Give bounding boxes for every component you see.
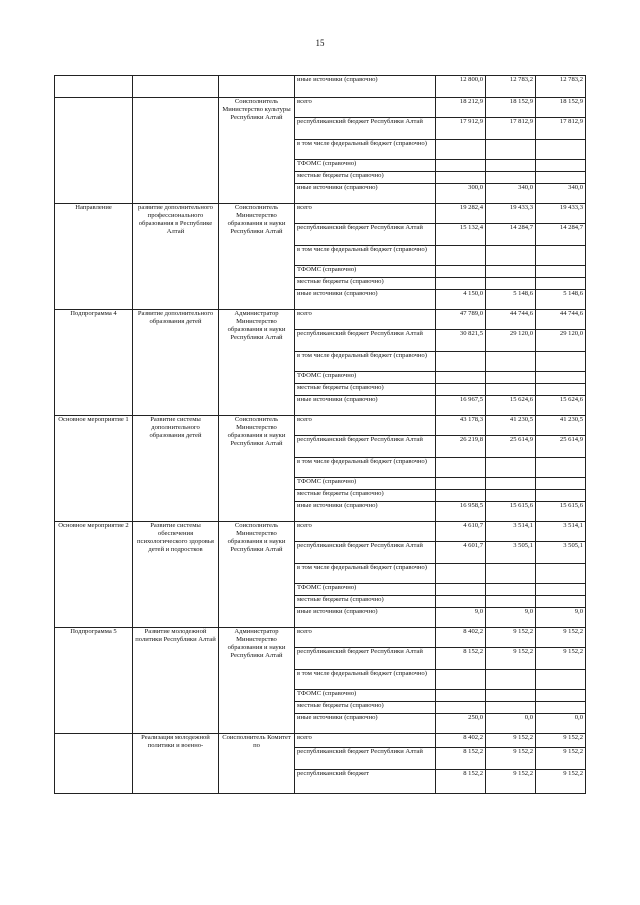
amount-cell [536, 372, 586, 384]
amount-cell: 8 152,2 [436, 770, 486, 794]
amount-cell [436, 372, 486, 384]
amount-cell [436, 278, 486, 290]
amount-cell: 3 514,1 [486, 522, 536, 542]
program-name-cell [55, 734, 133, 794]
amount-cell: 8 402,2 [436, 628, 486, 648]
amount-cell: 4 150,0 [436, 290, 486, 310]
funding-source-cell: ТФОМС (справочно) [295, 690, 436, 702]
amount-cell: 44 744,6 [536, 310, 586, 330]
amount-cell [536, 278, 586, 290]
page-number: 15 [315, 38, 325, 48]
amount-cell: 9 152,2 [486, 734, 536, 748]
amount-cell [536, 384, 586, 396]
program-name-cell [55, 98, 133, 204]
funding-source-cell: иные источники (справочно) [295, 714, 436, 734]
funding-source-cell: в том числе федеральный бюджет (справочно) [295, 458, 436, 478]
amount-cell [536, 564, 586, 584]
funding-source-cell: республиканский бюджет [295, 770, 436, 794]
amount-cell: 15 615,6 [536, 502, 586, 522]
program-title-cell: Развитие дополнительного образования детей [133, 310, 219, 416]
amount-cell: 41 230,5 [486, 416, 536, 436]
funding-source-cell: республиканский бюджет Республики Алтай [295, 542, 436, 564]
amount-cell: 29 120,0 [536, 330, 586, 352]
amount-cell [436, 596, 486, 608]
amount-cell: 15 624,6 [486, 396, 536, 416]
funding-source-cell: ТФОМС (справочно) [295, 372, 436, 384]
amount-cell: 0,0 [486, 714, 536, 734]
amount-cell [436, 584, 486, 596]
amount-cell: 12 783,2 [486, 76, 536, 98]
amount-cell: 9 152,2 [536, 628, 586, 648]
amount-cell [536, 690, 586, 702]
amount-cell: 9 152,2 [486, 628, 536, 648]
amount-cell: 16 967,5 [436, 396, 486, 416]
amount-cell [436, 246, 486, 266]
amount-cell [486, 478, 536, 490]
funding-source-cell: всего [295, 310, 436, 330]
funding-source-cell: иные источники (справочно) [295, 76, 436, 98]
amount-cell [536, 160, 586, 172]
funding-source-cell: местные бюджеты (справочно) [295, 278, 436, 290]
amount-cell [436, 670, 486, 690]
amount-cell [486, 702, 536, 714]
amount-cell: 14 284,7 [486, 224, 536, 246]
table-row [55, 98, 586, 118]
amount-cell [486, 384, 536, 396]
amount-cell [536, 246, 586, 266]
funding-source-cell: республиканский бюджет Республики Алтай [295, 648, 436, 670]
funding-source-cell: ТФОМС (справочно) [295, 584, 436, 596]
amount-cell: 41 230,5 [536, 416, 586, 436]
program-name-cell [55, 76, 133, 98]
amount-cell: 5 148,6 [536, 290, 586, 310]
funding-source-cell: в том числе федеральный бюджет (справочно) [295, 564, 436, 584]
amount-cell [436, 458, 486, 478]
amount-cell: 9 152,2 [486, 748, 536, 770]
amount-cell [486, 278, 536, 290]
funding-source-cell: всего [295, 628, 436, 648]
program-name-cell: Подпрограмма 5 [55, 628, 133, 734]
table-row [55, 310, 586, 330]
amount-cell [436, 266, 486, 278]
amount-cell [486, 372, 536, 384]
amount-cell: 12 783,2 [536, 76, 586, 98]
funding-source-cell: всего [295, 204, 436, 224]
amount-cell [436, 564, 486, 584]
amount-cell: 47 789,0 [436, 310, 486, 330]
funding-source-cell: ТФОМС (справочно) [295, 478, 436, 490]
amount-cell: 9 152,2 [536, 748, 586, 770]
amount-cell [536, 352, 586, 372]
funding-source-cell: иные источники (справочно) [295, 608, 436, 628]
amount-cell: 8 152,2 [436, 648, 486, 670]
amount-cell: 3 505,1 [536, 542, 586, 564]
funding-source-cell: в том числе федеральный бюджет (справочно) [295, 670, 436, 690]
program-title-cell: Развитие системы обеспечения психологического здоровья детей и подростков [133, 522, 219, 628]
funding-source-cell: республиканский бюджет Республики Алтай [295, 118, 436, 140]
amount-cell: 300,0 [436, 184, 486, 204]
funding-source-cell: республиканский бюджет Республики Алтай [295, 330, 436, 352]
funding-source-cell: местные бюджеты (справочно) [295, 702, 436, 714]
amount-cell [536, 172, 586, 184]
amount-cell [536, 140, 586, 160]
amount-cell [536, 266, 586, 278]
amount-cell: 17 912,9 [436, 118, 486, 140]
amount-cell: 17 812,9 [536, 118, 586, 140]
funding-source-cell: республиканский бюджет Республики Алтай [295, 436, 436, 458]
amount-cell: 12 800,0 [436, 76, 486, 98]
amount-cell: 8 402,2 [436, 734, 486, 748]
amount-cell [486, 246, 536, 266]
amount-cell: 15 624,6 [536, 396, 586, 416]
amount-cell [486, 690, 536, 702]
amount-cell: 9,0 [536, 608, 586, 628]
amount-cell [436, 160, 486, 172]
amount-cell: 5 148,6 [486, 290, 536, 310]
funding-source-cell: иные источники (справочно) [295, 184, 436, 204]
program-name-cell: Направление [55, 204, 133, 310]
funding-source-cell: всего [295, 416, 436, 436]
program-name-cell: Основное мероприятие 1 [55, 416, 133, 522]
amount-cell [486, 458, 536, 478]
executor-cell [219, 76, 295, 98]
amount-cell [536, 596, 586, 608]
amount-cell [536, 458, 586, 478]
funding-source-cell: местные бюджеты (справочно) [295, 490, 436, 502]
funding-source-cell: в том числе федеральный бюджет (справочно) [295, 352, 436, 372]
amount-cell: 19 433,3 [536, 204, 586, 224]
amount-cell [436, 478, 486, 490]
amount-cell: 18 212,9 [436, 98, 486, 118]
amount-cell [486, 172, 536, 184]
amount-cell: 340,0 [486, 184, 536, 204]
amount-cell [536, 670, 586, 690]
amount-cell [436, 140, 486, 160]
table-row [55, 416, 586, 436]
executor-cell: Соисполнитель Министерство образования и науки Республики Алтай [219, 522, 295, 628]
funding-source-cell: местные бюджеты (справочно) [295, 596, 436, 608]
funding-source-cell: ТФОМС (справочно) [295, 160, 436, 172]
amount-cell: 4 601,7 [436, 542, 486, 564]
amount-cell: 16 958,5 [436, 502, 486, 522]
table-row [55, 76, 586, 98]
amount-cell [486, 352, 536, 372]
table-row [55, 522, 586, 542]
amount-cell [436, 702, 486, 714]
amount-cell [486, 670, 536, 690]
amount-cell: 9 152,2 [536, 648, 586, 670]
amount-cell [486, 564, 536, 584]
funding-source-cell: местные бюджеты (справочно) [295, 172, 436, 184]
amount-cell [436, 490, 486, 502]
amount-cell: 3 505,1 [486, 542, 536, 564]
amount-cell: 3 514,1 [536, 522, 586, 542]
amount-cell [486, 584, 536, 596]
amount-cell: 9,0 [436, 608, 486, 628]
amount-cell: 250,0 [436, 714, 486, 734]
amount-cell: 19 282,4 [436, 204, 486, 224]
budget-table [54, 75, 586, 794]
amount-cell: 9 152,2 [486, 648, 536, 670]
amount-cell: 26 219,8 [436, 436, 486, 458]
funding-source-cell: иные источники (справочно) [295, 290, 436, 310]
funding-source-cell: республиканский бюджет Республики Алтай [295, 748, 436, 770]
program-title-cell [133, 98, 219, 204]
amount-cell: 8 152,2 [436, 748, 486, 770]
program-name-cell: Подпрограмма 4 [55, 310, 133, 416]
funding-source-cell: всего [295, 522, 436, 542]
program-title-cell [133, 76, 219, 98]
table-row [55, 734, 586, 748]
amount-cell: 25 614,9 [536, 436, 586, 458]
executor-cell: Соисполнитель Комитет по [219, 734, 295, 794]
program-title-cell: развитие дополнительного профессионального образования в Республике Алтай [133, 204, 219, 310]
executor-cell: Соисполнитель Министерство культуры Республики Алтай [219, 98, 295, 204]
amount-cell: 29 120,0 [486, 330, 536, 352]
amount-cell: 14 284,7 [536, 224, 586, 246]
amount-cell: 0,0 [536, 714, 586, 734]
program-title-cell: Реализация молодежной политики и военно- [133, 734, 219, 794]
executor-cell: Соисполнитель Министерство образования и науки Республики Алтай [219, 204, 295, 310]
amount-cell [486, 596, 536, 608]
table-row [55, 628, 586, 648]
amount-cell: 15 615,6 [486, 502, 536, 522]
funding-source-cell: всего [295, 734, 436, 748]
amount-cell: 18 152,9 [536, 98, 586, 118]
amount-cell: 4 610,7 [436, 522, 486, 542]
amount-cell [536, 702, 586, 714]
amount-cell: 19 433,3 [486, 204, 536, 224]
funding-source-cell: иные источники (справочно) [295, 396, 436, 416]
funding-source-cell: всего [295, 98, 436, 118]
funding-source-cell: ТФОМС (справочно) [295, 266, 436, 278]
amount-cell [436, 172, 486, 184]
program-title-cell: Развитие системы дополнительного образования детей [133, 416, 219, 522]
funding-source-cell: в том числе федеральный бюджет (справочно) [295, 246, 436, 266]
funding-source-cell: местные бюджеты (справочно) [295, 384, 436, 396]
amount-cell [486, 266, 536, 278]
amount-cell: 25 614,9 [486, 436, 536, 458]
amount-cell: 30 821,5 [436, 330, 486, 352]
amount-cell [486, 140, 536, 160]
amount-cell: 17 812,9 [486, 118, 536, 140]
amount-cell [486, 490, 536, 502]
amount-cell: 9,0 [486, 608, 536, 628]
amount-cell: 9 152,2 [536, 734, 586, 748]
amount-cell: 9 152,2 [536, 770, 586, 794]
program-name-cell: Основное мероприятие 2 [55, 522, 133, 628]
executor-cell: Администратор Министерство образования и науки Республики Алтай [219, 628, 295, 734]
executor-cell: Соисполнитель Министерство образования и науки Республики Алтай [219, 416, 295, 522]
amount-cell: 43 178,3 [436, 416, 486, 436]
executor-cell: Администратор Министерство образования и науки Республики Алтай [219, 310, 295, 416]
funding-source-cell: иные источники (справочно) [295, 502, 436, 522]
funding-source-cell: в том числе федеральный бюджет (справочно) [295, 140, 436, 160]
funding-source-cell: республиканский бюджет Республики Алтай [295, 224, 436, 246]
amount-cell [436, 352, 486, 372]
amount-cell: 44 744,6 [486, 310, 536, 330]
amount-cell: 18 152,9 [486, 98, 536, 118]
amount-cell [536, 478, 586, 490]
amount-cell [486, 160, 536, 172]
table-row [55, 204, 586, 224]
amount-cell [536, 584, 586, 596]
amount-cell: 9 152,2 [486, 770, 536, 794]
amount-cell [436, 690, 486, 702]
amount-cell: 15 132,4 [436, 224, 486, 246]
amount-cell [436, 384, 486, 396]
amount-cell [536, 490, 586, 502]
amount-cell: 340,0 [536, 184, 586, 204]
program-title-cell: Развитие молодежной политики Республики Алтай [133, 628, 219, 734]
